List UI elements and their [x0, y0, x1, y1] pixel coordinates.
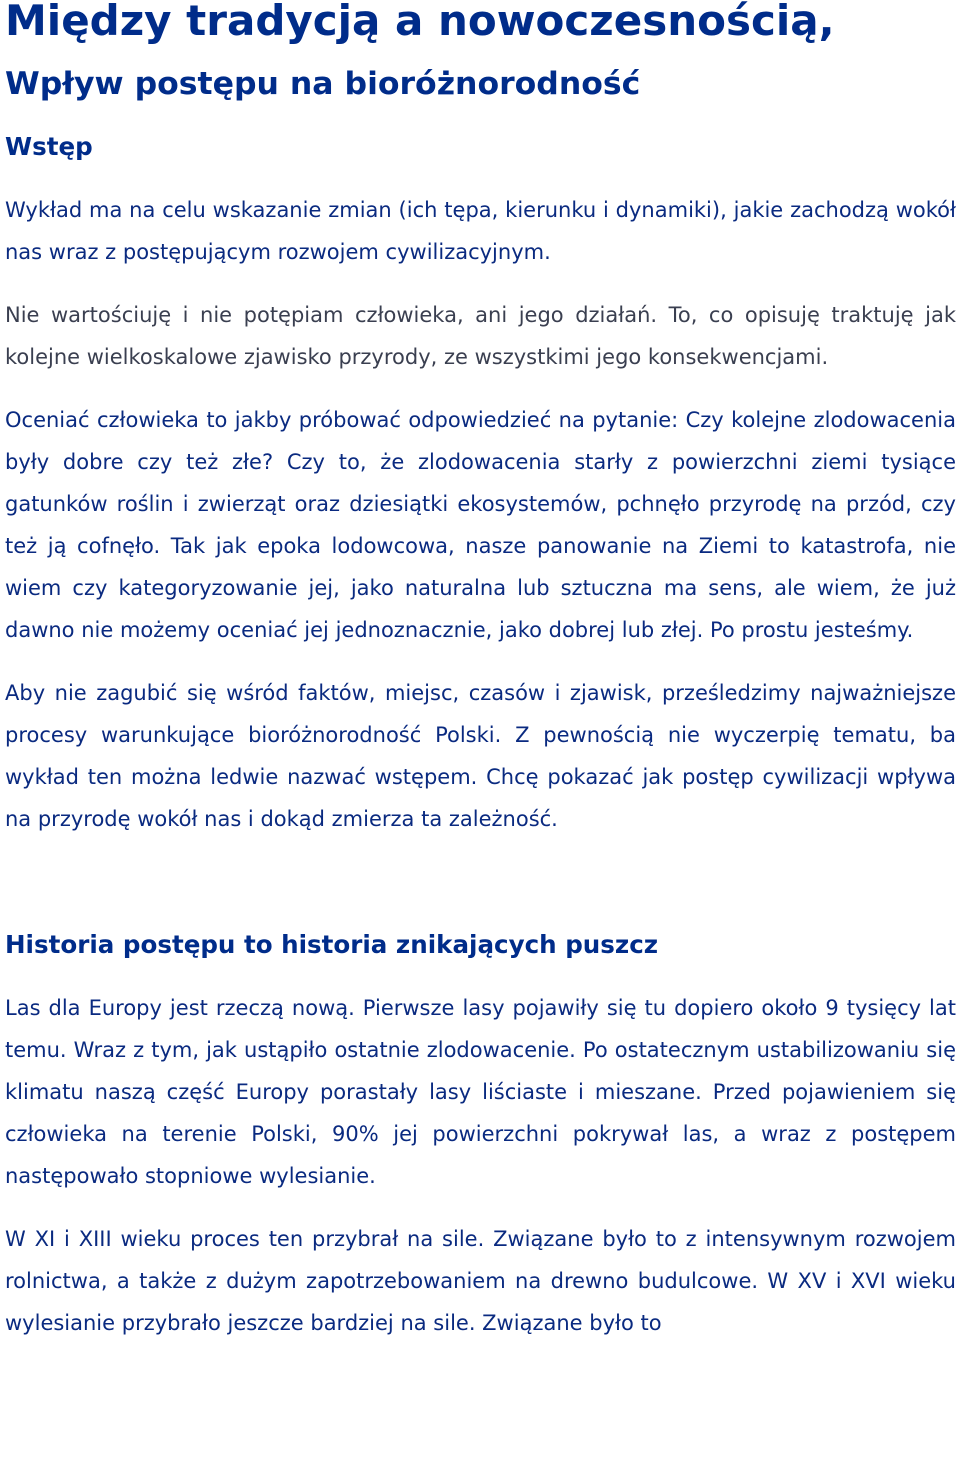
document-subtitle: Wpływ postępu na bioróżnorodność	[5, 66, 641, 102]
document-title: Między tradycją a nowoczesnością,	[5, 0, 835, 45]
intro-heading: Wstęp	[5, 132, 93, 161]
paragraph-lecture-scope: Aby nie zagubić się wśród faktów, miejsc, czasów i zjawisk, prześledzimy najważniejsze procesy warunkujące bioróżnorodność Polski. Z pewnością nie wyczerpię tematu, ba wykład ten można ledwie nazwać wstępem. Chcę pokazać jak postęp cywilizacji wpływa na przyrodę wokół nas i dokąd zmierza ta zależność.	[5, 681, 956, 831]
paragraph-lecture-aim: Wykład ma na celu wskazanie zmian (ich tępa, kierunku i dynamiki), jakie zachodzą wokół nas wraz z postępującym rozwojem cywilizacyjnym.	[5, 198, 956, 264]
paragraph-evaluating-human-part2: Czy to, że zlodowacenia starły z powierzchni ziemi tysiące gatunków roślin i zwierząt oraz dziesiątki ekosystemów, pchnęło przyrodę na przód, czy też ją cofnęło.	[5, 450, 956, 558]
paragraph-no-judgement: Nie wartościuję i nie potępiam człowieka, ani jego działań. To, co opisuję traktuję jak kolejne wielkoskalowe zjawisko przyrody, ze wszystkimi jego konsekwencjami.	[5, 303, 956, 369]
paragraph-evaluating-human-part1: Oceniać człowieka to jakby próbować odpowiedzieć na pytanie: Czy kolejne zlodowacenia były dobre czy też złe?	[5, 408, 956, 474]
section-heading-forests: Historia postępu to historia znikających puszcz	[5, 930, 659, 959]
paragraph-evaluating-human-part3: Tak jak epoka lodowcowa, nasze panowanie na Ziemi to katastrofa, nie wiem czy kategoryzowanie jej, jako naturalna lub sztuczna ma sens, ale wiem, że już dawno nie możemy oceniać jej jednoznacznie, jako dobrej lub złej. Po prostu jesteśmy.	[5, 534, 956, 642]
paragraph-forest-history: Las dla Europy jest rzeczą nową. Pierwsze lasy pojawiły się tu dopiero około 9 tysięcy lat temu. Wraz z tym, jak ustąpiło ostatnie zlodowacenie. Po ostatecznym ustabilizowaniu się klimatu naszą część Europy porastały lasy liściaste i mieszane. Przed pojawieniem się człowieka na terenie Polski, 90% jej powierzchni pokrywał las, a wraz z postępem następowało stopniowe wylesianie.	[5, 996, 956, 1188]
paragraph-evaluating-human	[5, 399, 956, 651]
document-page	[5, 0, 956, 1344]
paragraph-deforestation-centuries: W XI i XIII wieku proces ten przybrał na sile. Związane było to z intensywnym rozwojem rolnictwa, a także z dużym zapotrzebowaniem na drewno budulcowe. W XV i XVI wieku wylesianie przybrało jeszcze bardziej na sile. Związane było to	[5, 1227, 956, 1335]
